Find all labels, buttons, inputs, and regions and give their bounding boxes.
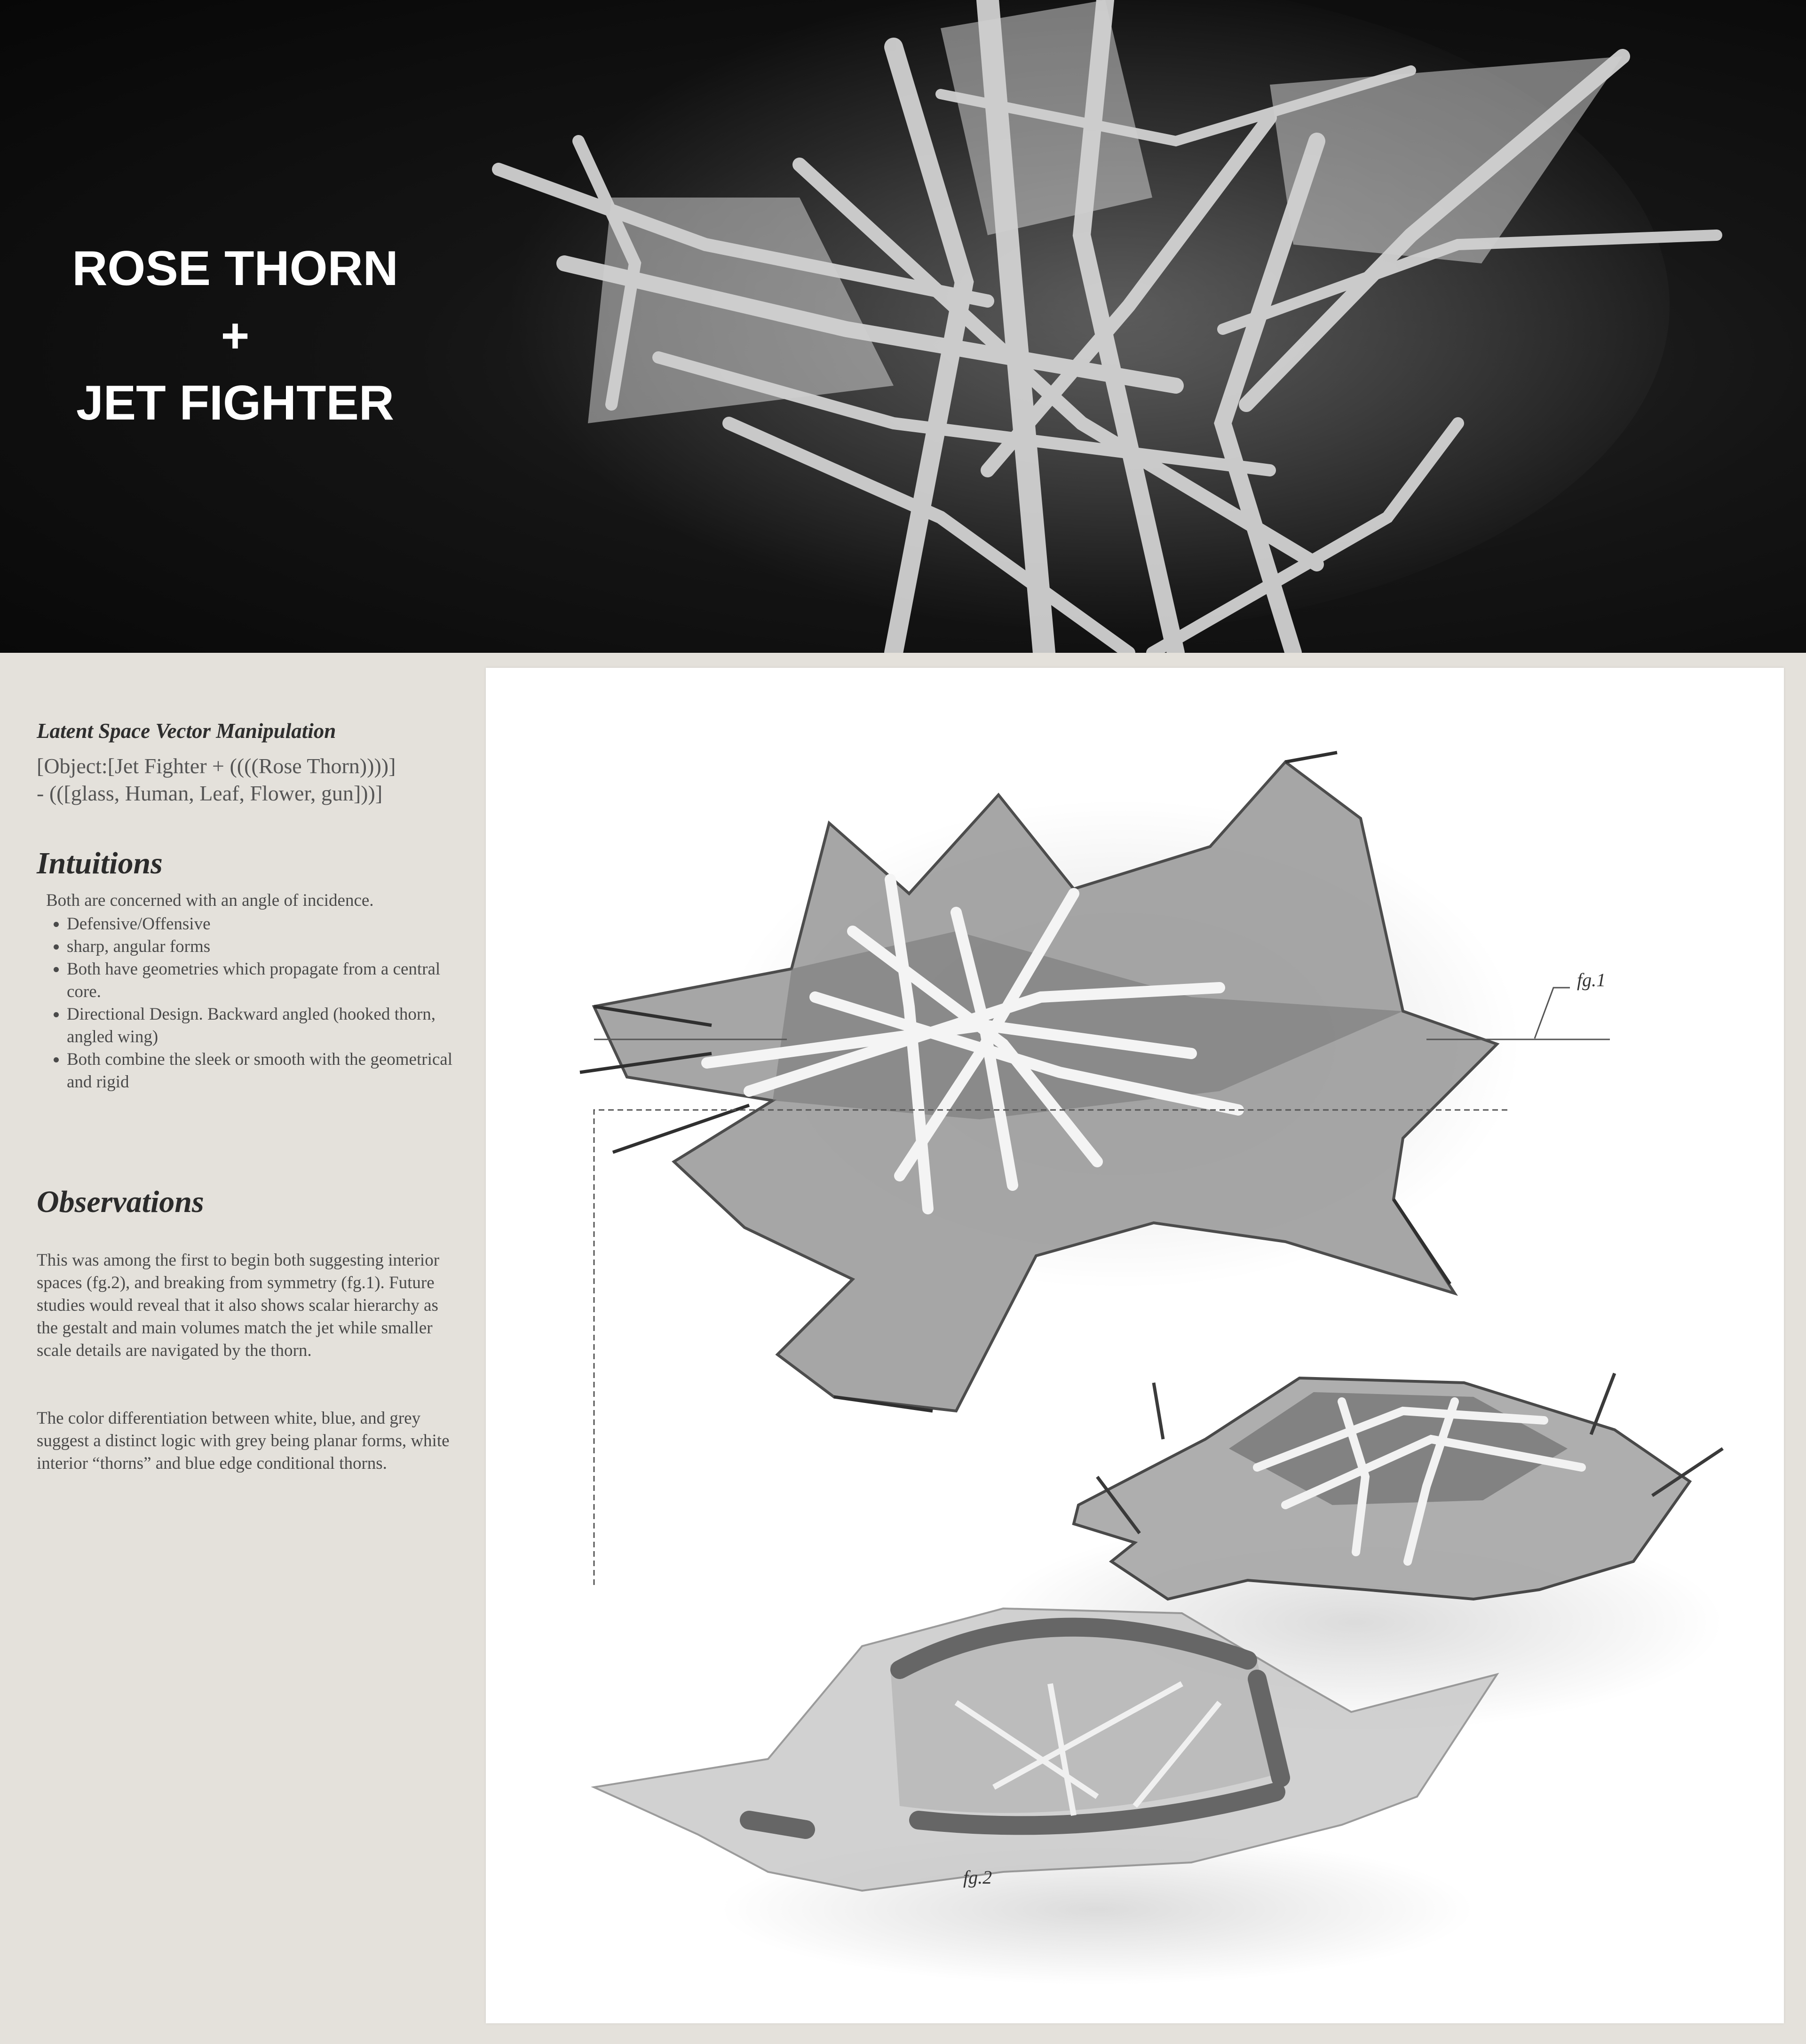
title-line-plus: + — [221, 309, 250, 363]
title-line-rose-thorn: ROSE THORN — [72, 241, 398, 296]
list-item: • Directional Design. Backward angled (hooked thorn, angled wing) — [67, 1003, 471, 1048]
description-panel — [0, 653, 484, 2044]
method-heading: Latent Space Vector Manipulation — [37, 719, 336, 743]
list-item: • Both combine the sleek or smooth with the geometrical and rigid — [67, 1048, 471, 1093]
vector-query-line-2: - (([glass, Human, Leaf, Flower, gun]))] — [37, 781, 383, 805]
figure-panel — [486, 668, 1784, 2023]
list-item: • Both have geometries which propagate from a central core. — [67, 958, 471, 1003]
sculpture-drawings — [486, 668, 1784, 2023]
list-item: • sharp, angular forms — [67, 935, 471, 958]
figure-1-label: fg.1 — [1577, 969, 1606, 990]
intuitions-lead: Both are concerned with an angle of incidence. — [46, 891, 374, 910]
hero-title — [0, 235, 470, 437]
intuitions-heading: Intuitions — [37, 846, 163, 880]
observations-paragraph-2: The color differentiation between white, blue, and grey suggest a distinct logic with grey being planar forms, white interior “thorns” and blue edge conditional thorns. — [37, 1409, 450, 1473]
observations-heading: Observations — [37, 1185, 204, 1219]
hero-banner — [0, 0, 1806, 653]
vector-query-line-1: [Object:[Jet Fighter + ((((Rose Thorn))))] — [37, 754, 396, 778]
title-line-jet-fighter: JET FIGHTER — [76, 376, 395, 430]
intuitions-list — [46, 913, 471, 1093]
figure-2-label: fg.2 — [963, 1867, 992, 1888]
list-item: • Defensive/Offensive — [67, 913, 471, 935]
observations-paragraph-1: This was among the first to begin both suggesting interior spaces (fg.2), and breaking from symmetry (fg.1). Future studies would reveal that it also shows scalar hierarchy as the gestalt and main volumes match the jet while smaller scale details are navigated by the thorn. — [37, 1251, 440, 1360]
